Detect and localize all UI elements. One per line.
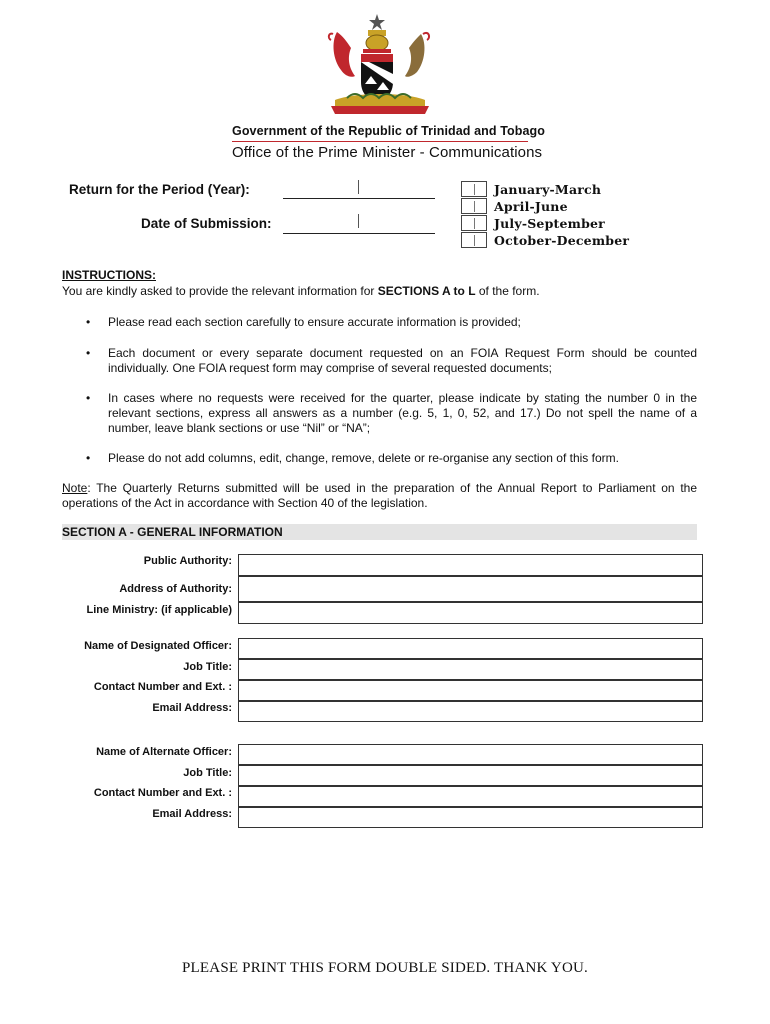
designated-officer-name-label: Name of Designated Officer: — [84, 640, 232, 652]
alternate-officer-name-label: Name of Alternate Officer: — [96, 746, 232, 758]
office-subtitle: Office of the Prime Minister - Communications — [232, 144, 543, 161]
instruction-item: Each document or every separate document requested on an FOIA Request Form should be counted individually. One FOIA request form may comprise of several requested documents; — [108, 346, 697, 375]
designated-officer-contact-input[interactable] — [238, 680, 703, 701]
alternate-officer-email-input[interactable] — [238, 807, 703, 828]
return-period-input[interactable] — [283, 198, 435, 199]
line-ministry-label: Line Ministry: (if applicable) — [86, 604, 232, 616]
header-divider — [232, 141, 528, 142]
instruction-item: In cases where no requests were received for the quarter, please indicate by stating the number 0 in the relevant sections, express all answers as a number (e.g. 5, 1, 0, 52, and 17.) Do not spell the name of a number, leave blank sections or use “Nil” or “NA”; — [108, 391, 697, 435]
designated-officer-email-label: Email Address: — [152, 702, 232, 714]
bullet-icon: • — [86, 391, 91, 405]
designated-officer-job-title-input[interactable] — [238, 659, 703, 680]
government-title: Government of the Republic of Trinidad and Tobago — [232, 124, 546, 138]
quarter-label-apr-jun: April-June — [494, 199, 568, 214]
quarter-label-jul-sep: July-September — [494, 216, 605, 231]
authority-address-input[interactable] — [238, 576, 703, 602]
quarter-checkbox-apr-jun[interactable] — [461, 198, 487, 214]
instruction-item: Please read each section carefully to ensure accurate information is provided; — [108, 315, 521, 329]
designated-officer-name-input[interactable] — [238, 638, 703, 659]
designated-officer-email-input[interactable] — [238, 701, 703, 722]
bullet-icon: • — [86, 451, 91, 465]
public-authority-input[interactable] — [238, 554, 703, 576]
coat-of-arms-emblem — [325, 12, 435, 120]
quarter-checkbox-jan-mar[interactable] — [461, 181, 487, 197]
quarter-label-oct-dec: October-December — [494, 233, 630, 248]
bullet-icon: • — [86, 346, 91, 360]
alternate-officer-name-input[interactable] — [238, 744, 703, 765]
quarter-checkbox-oct-dec[interactable] — [461, 232, 487, 248]
alternate-officer-email-label: Email Address: — [152, 808, 232, 820]
authority-address-label: Address of Authority: — [119, 583, 232, 595]
section-a-heading: SECTION A - GENERAL INFORMATION — [62, 524, 697, 540]
quarter-label-jan-mar: January-March — [494, 182, 602, 197]
instructions-heading: INSTRUCTIONS: — [62, 268, 156, 282]
alternate-officer-job-title-input[interactable] — [238, 765, 703, 786]
instructions-intro: You are kindly asked to provide the relevant information for SECTIONS A to L of the form. — [62, 284, 540, 298]
designated-officer-job-title-label: Job Title: — [183, 661, 232, 673]
alternate-officer-contact-input[interactable] — [238, 786, 703, 807]
note-paragraph: Note: The Quarterly Returns submitted will be used in the preparation of the Annual Report to Parliament on the operations of the Act in accordance with Section 40 of the legislation. — [62, 481, 697, 510]
bullet-icon: • — [86, 315, 91, 329]
print-instruction-footer: PLEASE PRINT THIS FORM DOUBLE SIDED. THANK YOU. — [182, 960, 588, 976]
quarter-checkbox-jul-sep[interactable] — [461, 215, 487, 231]
text-cursor-icon — [358, 180, 359, 194]
line-ministry-input[interactable] — [238, 602, 703, 624]
designated-officer-contact-label: Contact Number and Ext. : — [93, 681, 232, 693]
alternate-officer-contact-label: Contact Number and Ext. : — [93, 787, 232, 799]
submission-date-label: Date of Submission: — [141, 216, 272, 231]
text-cursor-icon — [358, 214, 359, 228]
alternate-officer-job-title-label: Job Title: — [183, 767, 232, 779]
return-period-label: Return for the Period (Year): — [69, 182, 250, 197]
instruction-item: Please do not add columns, edit, change, remove, delete or re-organise any section of this form. — [108, 451, 619, 465]
public-authority-label: Public Authority: — [143, 555, 232, 567]
submission-date-input[interactable] — [283, 233, 435, 234]
